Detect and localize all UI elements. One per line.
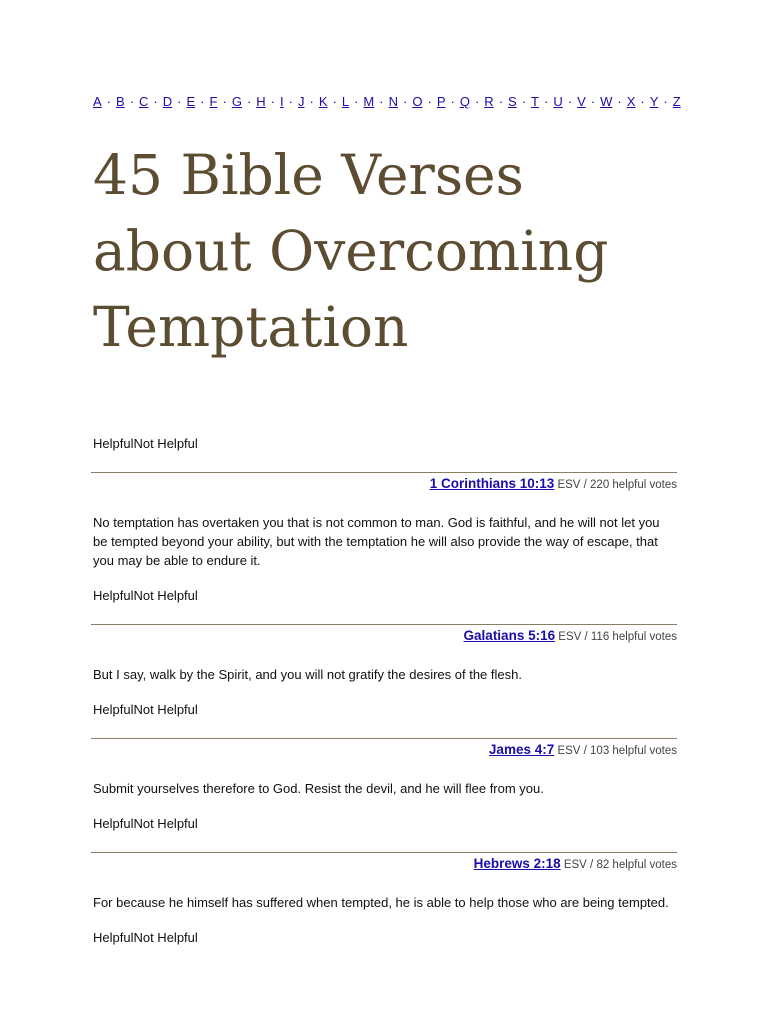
letter-link[interactable]: B bbox=[116, 94, 125, 109]
not-helpful-button[interactable]: Not Helpful bbox=[133, 436, 198, 451]
letter-link[interactable]: J bbox=[297, 94, 305, 109]
divider bbox=[91, 472, 677, 473]
vote-buttons bbox=[93, 588, 677, 603]
letter-link[interactable]: Z bbox=[672, 94, 681, 109]
letter-link[interactable]: O bbox=[412, 94, 423, 109]
letter-link[interactable]: S bbox=[508, 94, 517, 109]
helpful-button[interactable]: Helpful bbox=[93, 436, 134, 451]
alphabet-nav: A · B · C · D · E · F · G · H · I · J · K · L · M · N · O · P · Q · R · S · T · U · V · W · X · Y · Z bbox=[93, 94, 681, 109]
vote-buttons bbox=[93, 816, 677, 831]
letter-link[interactable]: U bbox=[553, 94, 563, 109]
helpful-button[interactable]: Helpful bbox=[93, 702, 134, 717]
verse-meta: ESV / 220 helpful votes bbox=[557, 479, 677, 491]
page-title: 45 Bible Verses about Overcoming Temptation bbox=[93, 143, 609, 359]
verse-entry bbox=[91, 738, 677, 831]
helpful-button[interactable]: Helpful bbox=[93, 816, 134, 831]
letter-link[interactable]: G bbox=[231, 94, 242, 109]
verse-reference-link[interactable]: James 4:7 bbox=[488, 742, 555, 757]
divider bbox=[91, 624, 677, 625]
helpful-button[interactable]: Helpful bbox=[93, 930, 134, 945]
verse-entry bbox=[91, 852, 677, 945]
not-helpful-button[interactable]: Not Helpful bbox=[133, 816, 198, 831]
letter-link[interactable]: K bbox=[318, 94, 328, 109]
not-helpful-button[interactable]: Not Helpful bbox=[133, 702, 198, 717]
verse-meta: ESV / 82 helpful votes bbox=[563, 859, 677, 871]
letter-link[interactable]: M bbox=[363, 94, 375, 109]
letter-link[interactable]: R bbox=[484, 94, 494, 109]
letter-link[interactable]: Q bbox=[459, 94, 470, 109]
letter-link[interactable]: T bbox=[531, 94, 539, 109]
letter-link[interactable]: N bbox=[388, 94, 398, 109]
letter-link[interactable]: W bbox=[600, 94, 613, 109]
letter-link[interactable]: A bbox=[93, 94, 102, 109]
verse-reference-link[interactable]: Galatians 5:16 bbox=[463, 628, 556, 643]
verse-text: No temptation has overtaken you that is not common to man. God is faithful, and he will not let you be tempted beyond your ability, but with the temptation he will also provide the way of escape, that you may be able to endure it. bbox=[93, 515, 660, 568]
verse-reference-link[interactable]: 1 Corinthians 10:13 bbox=[429, 476, 555, 491]
verse-entry bbox=[91, 472, 677, 603]
not-helpful-button[interactable]: Not Helpful bbox=[133, 930, 198, 945]
letter-link[interactable]: X bbox=[626, 94, 636, 109]
letter-link[interactable]: I bbox=[280, 94, 284, 109]
letter-link[interactable]: D bbox=[162, 94, 173, 109]
helpful-button[interactable]: Helpful bbox=[93, 588, 134, 603]
letter-link[interactable]: Y bbox=[649, 94, 659, 109]
letter-link[interactable]: E bbox=[186, 94, 196, 109]
divider bbox=[91, 738, 677, 739]
divider bbox=[91, 852, 677, 853]
verse-entry bbox=[91, 624, 677, 717]
letter-link[interactable]: F bbox=[209, 94, 218, 109]
not-helpful-button[interactable]: Not Helpful bbox=[133, 588, 198, 603]
letter-link[interactable]: L bbox=[341, 94, 350, 109]
verse-text: But I say, walk by the Spirit, and you will not gratify the desires of the flesh. bbox=[93, 667, 522, 682]
verse-text: Submit yourselves therefore to God. Resist the devil, and he will flee from you. bbox=[93, 781, 544, 796]
letter-link[interactable]: H bbox=[256, 94, 266, 109]
vote-buttons bbox=[93, 702, 677, 717]
vote-buttons bbox=[93, 930, 677, 945]
verse-reference-row bbox=[91, 628, 677, 643]
letter-link[interactable]: C bbox=[139, 94, 149, 109]
vote-buttons bbox=[93, 436, 198, 451]
verse-reference-row bbox=[91, 742, 677, 757]
letter-link[interactable]: V bbox=[577, 94, 586, 109]
verse-reference-row bbox=[91, 476, 677, 491]
verse-text: For because he himself has suffered when tempted, he is able to help those who are being tempted. bbox=[93, 895, 669, 910]
verse-reference-row bbox=[91, 856, 677, 871]
verse-reference-link[interactable]: Hebrews 2:18 bbox=[473, 856, 561, 871]
letter-link[interactable]: P bbox=[436, 94, 446, 109]
verse-meta: ESV / 116 helpful votes bbox=[558, 631, 677, 643]
verse-meta: ESV / 103 helpful votes bbox=[557, 745, 677, 757]
